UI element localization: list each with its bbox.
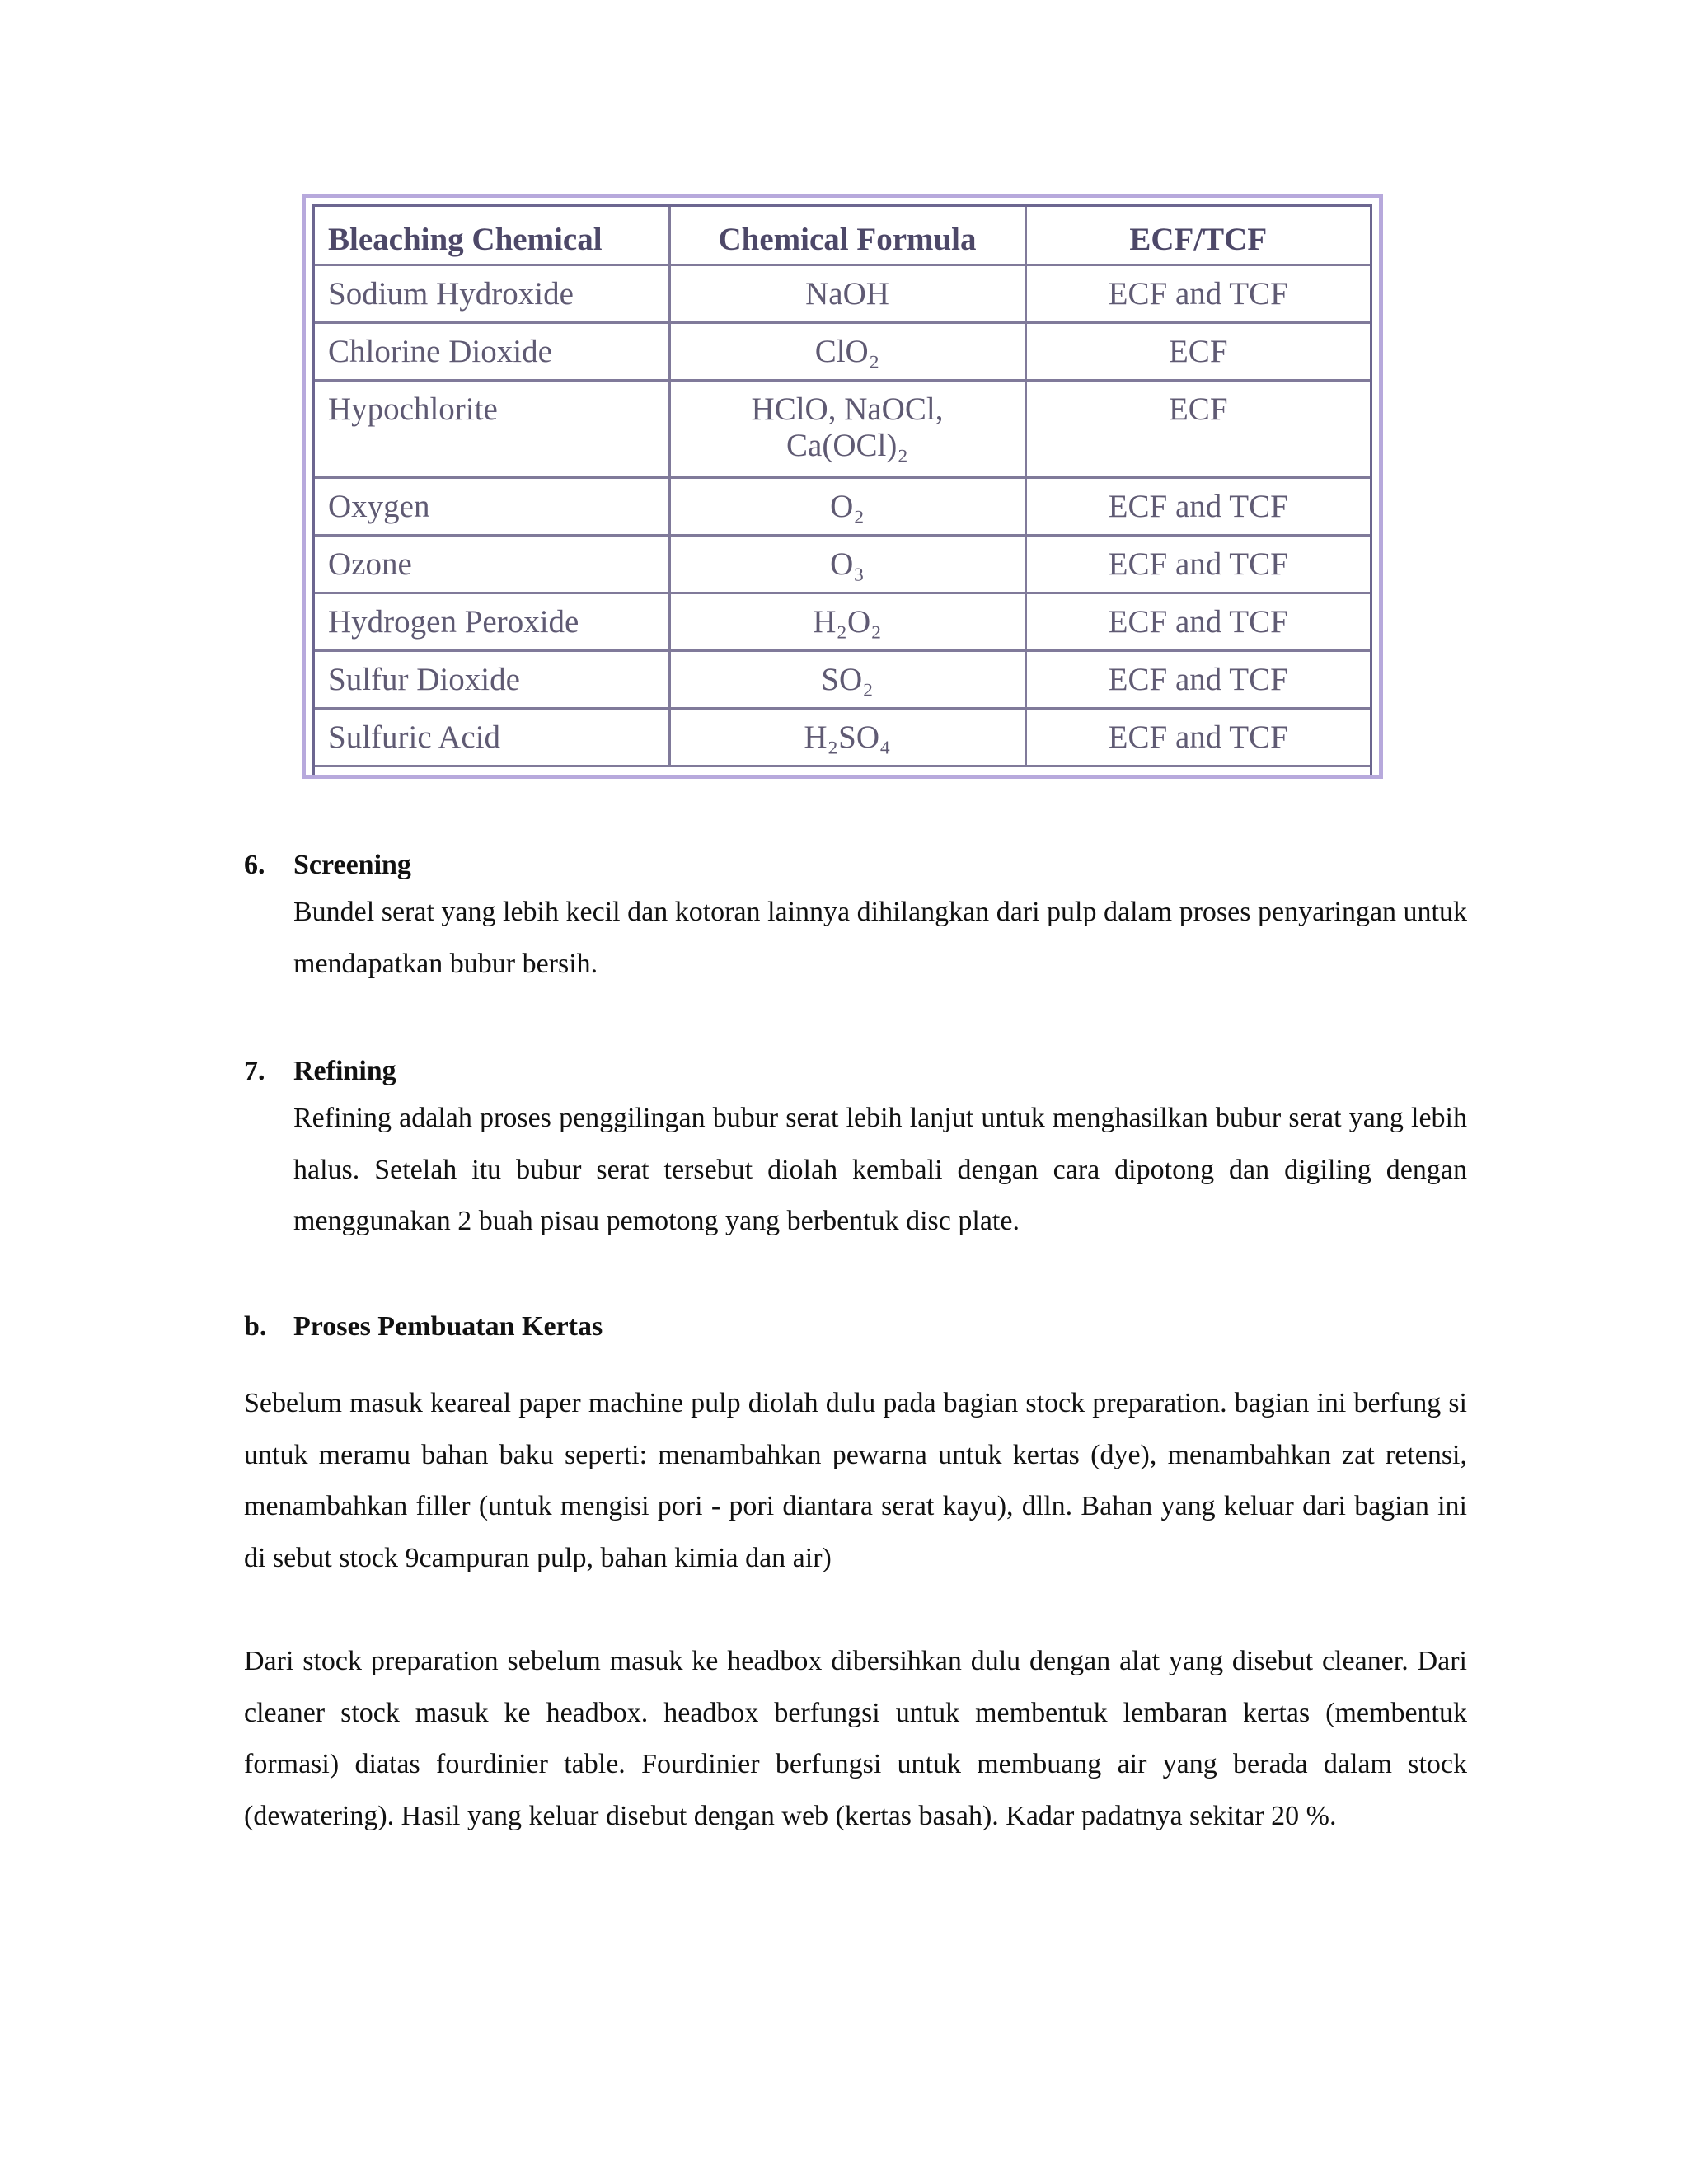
header-ecf-tcf: ECF/TCF (1025, 207, 1370, 265)
chemical-cell: Sodium Hydroxide (315, 265, 669, 322)
chemical-cell: Hypochlorite (315, 380, 669, 477)
formula-line: HClO, NaOCl, (751, 391, 944, 427)
chemical-cell: Sulfuric Acid (315, 708, 669, 766)
formula-cell: H₂O₂ (669, 593, 1025, 650)
paragraph-text: Dari stock preparation sebelum masuk ke headbox dibersihkan dulu dengan alat yang disebut cleaner. Dari cleaner stock masuk ke headbox. headbox berfungsi untuk membentuk lembaran kertas (membentuk formasi) diatas fourdinier table. Fourdinier berfungsi untuk membuang air yang berada dalam stock (dewatering). Hasil yang keluar disebut dengan web (kertas basah). Kadar padatnya sekitar 20 %. (244, 1646, 1467, 1831)
chemical-cell: Sulfur Dioxide (315, 650, 669, 708)
section-number: 6. (244, 850, 265, 880)
table-row (315, 477, 1370, 535)
formula-cell: NaOH (669, 265, 1025, 322)
table-frame (312, 204, 1372, 775)
type-cell: ECF and TCF (1025, 535, 1370, 593)
table-row (315, 380, 1370, 477)
type-cell: ECF and TCF (1025, 708, 1370, 766)
bleaching-chemicals-table-image (302, 194, 1383, 779)
table-row (315, 708, 1370, 766)
formula-cell: SO₂ (669, 650, 1025, 708)
section-title: Screening (293, 850, 411, 880)
section-title: Proses Pembuatan Kertas (293, 1311, 603, 1342)
section-number: b. (244, 1311, 267, 1342)
section-title: Refining (293, 1056, 396, 1086)
paragraph-text: Refining adalah proses penggilingan bubur serat lebih lanjut untuk menghasilkan bubur serat yang lebih halus. Setelah itu bubur serat tersebut diolah kembali dengan cara dipotong dan digiling dengan menggunakan 2 buah pisau pemotong yang berbentuk disc plate. (293, 1103, 1467, 1236)
paragraph-text: Bundel serat yang lebih kecil dan kotoran lainnya dihilangkan dari pulp dalam proses penyaringan untuk mendapatkan bubur bersih. (293, 897, 1467, 979)
formula-cell (669, 380, 1025, 477)
formula-cell: H₂SO₄ (669, 708, 1025, 766)
table-row (315, 535, 1370, 593)
type-cell: ECF and TCF (1025, 477, 1370, 535)
section-number: 7. (244, 1056, 265, 1086)
type-cell: ECF (1025, 380, 1370, 477)
refining-paragraph (293, 1093, 1467, 1248)
section-heading-screening (244, 849, 411, 882)
chemical-cell: Chlorine Dioxide (315, 322, 669, 380)
type-cell: ECF and TCF (1025, 265, 1370, 322)
table-header-row (315, 207, 1370, 265)
section-heading-refining (244, 1055, 396, 1088)
bleaching-chemicals-table (315, 207, 1370, 767)
chemical-cell: Ozone (315, 535, 669, 593)
chemical-cell: Oxygen (315, 477, 669, 535)
type-cell: ECF and TCF (1025, 593, 1370, 650)
header-chemical-formula: Chemical Formula (669, 207, 1025, 265)
header-bleaching-chemical: Bleaching Chemical (315, 207, 669, 265)
paragraph-stock-preparation (244, 1378, 1467, 1584)
table-row (315, 593, 1370, 650)
type-cell: ECF (1025, 322, 1370, 380)
screening-paragraph (293, 887, 1467, 990)
chemical-cell: Hydrogen Peroxide (315, 593, 669, 650)
table-row (315, 265, 1370, 322)
formula-cell: O₃ (669, 535, 1025, 593)
type-cell: ECF and TCF (1025, 650, 1370, 708)
paragraph-text: Sebelum masuk keareal paper machine pulp diolah dulu pada bagian stock preparation. bagian ini berfung si untuk meramu bahan baku seperti: menambahkan pewarna untuk kertas (dye), menambahkan zat retensi, menambahkan filler (untuk mengisi pori - pori diantara serat kayu), dlln. Bahan yang keluar dari bagian ini di sebut stock 9campuran pulp, bahan kimia dan air) (244, 1388, 1467, 1573)
formula-cell: ClO₂ (669, 322, 1025, 380)
section-heading-pembuatan-kertas (244, 1310, 603, 1343)
table-row (315, 322, 1370, 380)
formula-cell: O₂ (669, 477, 1025, 535)
table-row (315, 650, 1370, 708)
paragraph-headbox (244, 1636, 1467, 1842)
formula-line: Ca(OCl)₂ (786, 427, 908, 463)
